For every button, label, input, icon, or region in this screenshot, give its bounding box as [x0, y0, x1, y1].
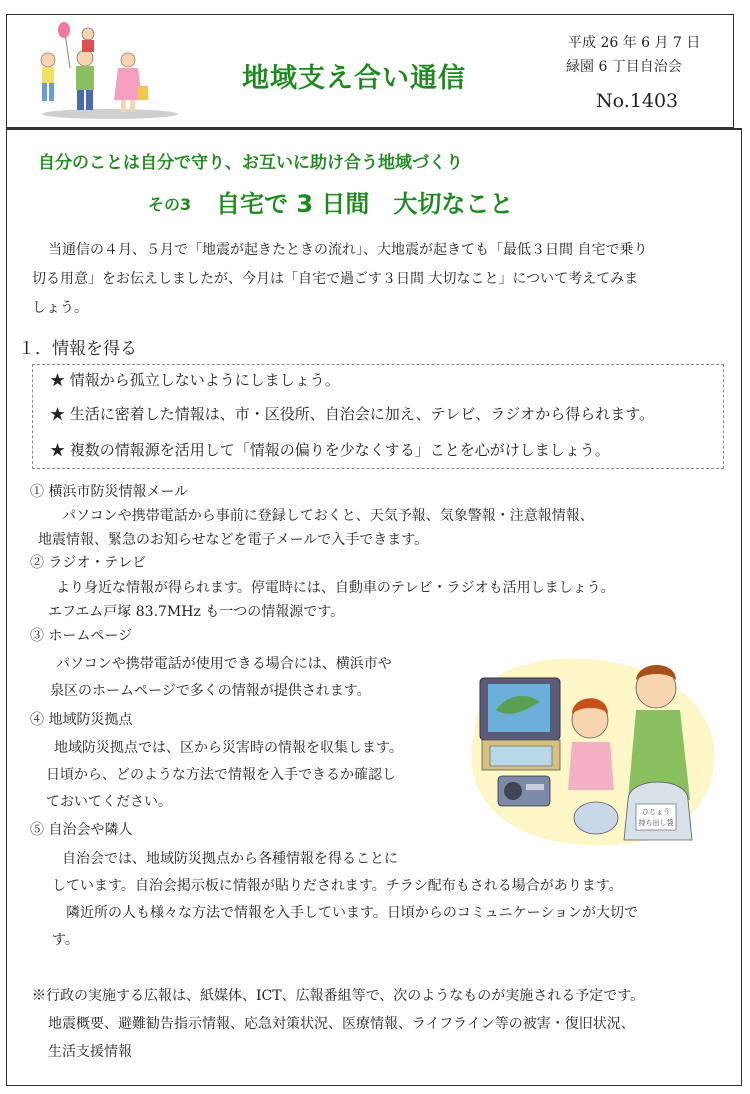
item-text: 隣近所の人も様々な方法で情報を入手しています。日頃からのコミュニケーションが大切で — [66, 905, 639, 921]
headline-subtitle: 自分のことは自分で守り、お互いに助け合う地域づくり — [38, 153, 463, 173]
bag-label: ひじょう — [642, 808, 670, 816]
issue-number: No.1403 — [596, 90, 679, 112]
item-text: パソコンや携帯電話から事前に登録しておくと、天気予報、気象警報・注意報情報、 — [62, 508, 594, 524]
section-heading: １．情報を得る — [18, 339, 137, 359]
bag-label: 持ち出し袋 — [638, 819, 674, 827]
association-name: 緑園 6 丁目自治会 — [566, 59, 682, 75]
newsletter-title: 地域支え合い通信 — [242, 63, 466, 94]
key-point: ★ 情報から孤立しないようにしましょう。 — [50, 371, 340, 389]
part-label: その3 — [148, 195, 192, 214]
key-point: ★ 生活に密着した情報は、市・区役所、自治会に加え、テレビ、ラジオから得られます。 — [50, 405, 655, 423]
note-line: ※行政の実施する広報は、紙媒体、ICT、広報番組等で、次のようなものが実施される予定です。 — [32, 988, 645, 1004]
item-title: ⑤ 自治会や隣人 — [30, 822, 133, 838]
emergency-info-illustration — [468, 650, 718, 850]
item-text: しています。自治会掲示板に情報が貼りだされます。チラシ配布もされる場合があります。 — [52, 878, 623, 894]
family-illustration — [30, 20, 180, 120]
item-title: ① 横浜市防災情報メール — [30, 484, 189, 500]
item-text: 地域防災拠点では、区から災害時の情報を収集します。 — [54, 740, 403, 756]
key-point: ★ 複数の情報源を活用して「情報の偏りを少なくする」ことを心がけしましょう。 — [50, 441, 610, 459]
issue-date: 平成 26 年 6 月 7 日 — [568, 35, 701, 51]
item-text: ておいてください。 — [46, 794, 172, 810]
item-text: パソコンや携帯電話が使用できる場合には、横浜市や — [56, 656, 392, 672]
intro-line: しょう。 — [32, 300, 88, 316]
item-text: 自治会では、地域防災拠点から各種情報を得ることに — [62, 851, 398, 867]
item-title: ② ラジオ・テレビ — [30, 555, 147, 571]
intro-line: 切る用意」をお伝えしましたが、今月は「自宅で過ごす３日間 大切なこと」について考えてみま — [32, 271, 639, 287]
note-line: 地震概要、避難勧告指示情報、応急対策状況、医療情報、ライフライン等の被害・復旧状況、 — [48, 1016, 635, 1032]
item-text: 泉区のホームページで多くの情報が提供されます。 — [50, 683, 371, 699]
item-text: す。 — [52, 932, 79, 948]
item-title: ③ ホームページ — [30, 628, 133, 644]
item-text: 日頃から、どのような方法で情報を入手できるか確認し — [46, 767, 396, 783]
item-text: より身近な情報が得られます。停電時には、自動車のテレビ・ラジオも活用しましょう。 — [56, 580, 615, 596]
part-title: 自宅で 3 日間 大切なこと — [216, 190, 514, 218]
note-line: 生活支援情報 — [48, 1044, 132, 1060]
item-text: 地震情報、緊急のお知らせなどを電子メールで入手できます。 — [38, 532, 429, 548]
item-text: エフエム戸塚 83.7MHz も一つの情報源です。 — [48, 604, 345, 620]
intro-line: 当通信の４月、５月で「地震が起きたときの流れ」、大地震が起きても「最低３日間 自宅で乗り — [48, 242, 648, 258]
item-title: ④ 地域防災拠点 — [30, 712, 133, 728]
